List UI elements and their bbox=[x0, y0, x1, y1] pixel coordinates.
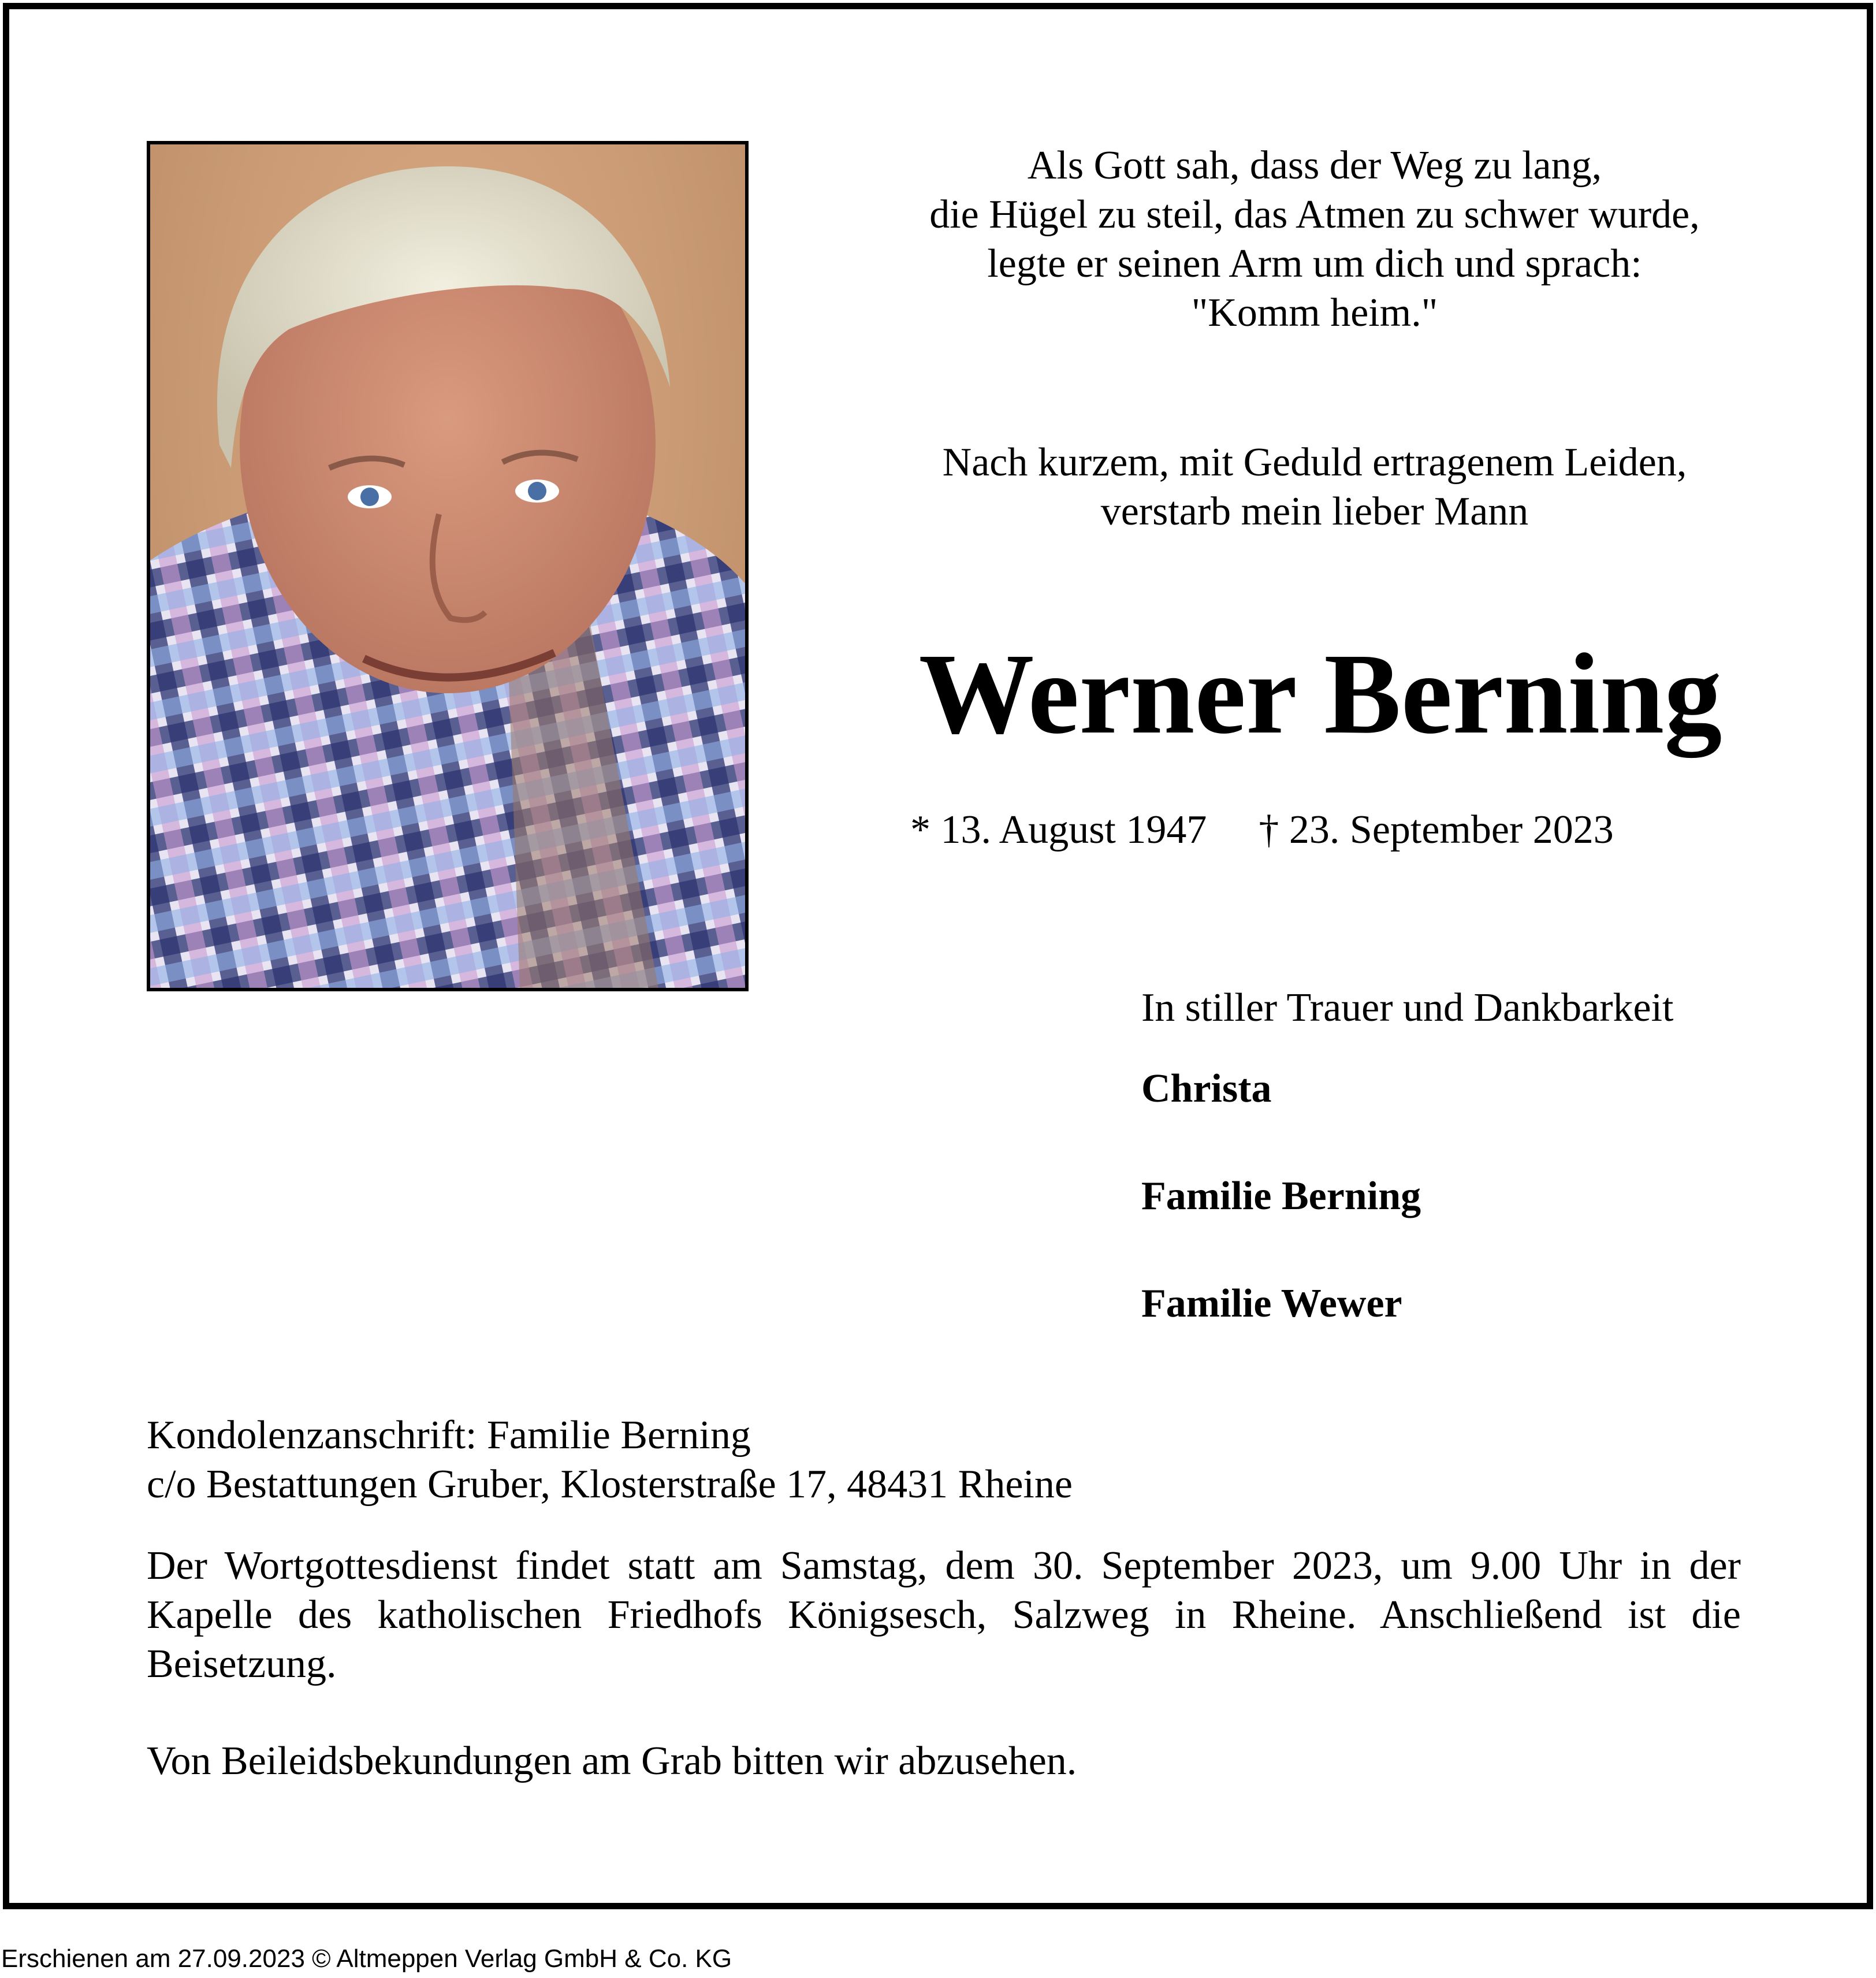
poem-line: "Komm heim." bbox=[1191, 291, 1438, 335]
service-announcement: Der Wortgottesdienst findet statt am Samstag, dem 30. September 2023, um 9.00 Uhr in der Kapelle des katholischen Friedhofs Königsesch, Salzweg in Rheine. Anschließend ist die Beisetzung. bbox=[147, 1544, 1741, 1686]
condolence-note: Von Beileidsbekundungen am Grab bitten wir abzusehen. bbox=[147, 1739, 1077, 1783]
life-dates bbox=[910, 805, 1614, 854]
intro-line: verstarb mein lieber Mann bbox=[1100, 489, 1529, 534]
poem-line: die Hügel zu steil, das Atmen zu schwer wurde, bbox=[929, 192, 1700, 237]
poem bbox=[795, 141, 1834, 337]
condolence-line: c/o Bestattungen Gruber, Klosterstraße 17, 48431 Rheine bbox=[147, 1462, 1073, 1507]
deceased-name: Werner Berning bbox=[918, 630, 1722, 758]
mourners-heading: In stiller Trauer und Dankbarkeit bbox=[1141, 986, 1674, 1030]
intro-text bbox=[795, 438, 1834, 536]
poem-line: Als Gott sah, dass der Weg zu lang, bbox=[1027, 143, 1602, 188]
mourner-name: Christa bbox=[1141, 1066, 1272, 1111]
condolence-line: Kondolenzanschrift: Familie Berning bbox=[147, 1413, 751, 1458]
obituary-frame bbox=[3, 3, 1873, 1909]
portrait-illustration bbox=[150, 144, 745, 988]
death-date: † 23. September 2023 bbox=[1259, 808, 1614, 852]
birth-date: * 13. August 1947 bbox=[910, 808, 1207, 852]
portrait-photo bbox=[147, 141, 749, 991]
publication-footer: Erschienen am 27.09.2023 © Altmeppen Verlag GmbH & Co. KG bbox=[1, 1944, 732, 1973]
mourner-name: Familie Berning bbox=[1141, 1174, 1421, 1218]
condolence-address bbox=[147, 1411, 1741, 1509]
mourner-name: Familie Wewer bbox=[1141, 1281, 1402, 1326]
intro-line: Nach kurzem, mit Geduld ertragenem Leiden, bbox=[942, 440, 1687, 485]
poem-line: legte er seinen Arm um dich und sprach: bbox=[987, 241, 1642, 286]
